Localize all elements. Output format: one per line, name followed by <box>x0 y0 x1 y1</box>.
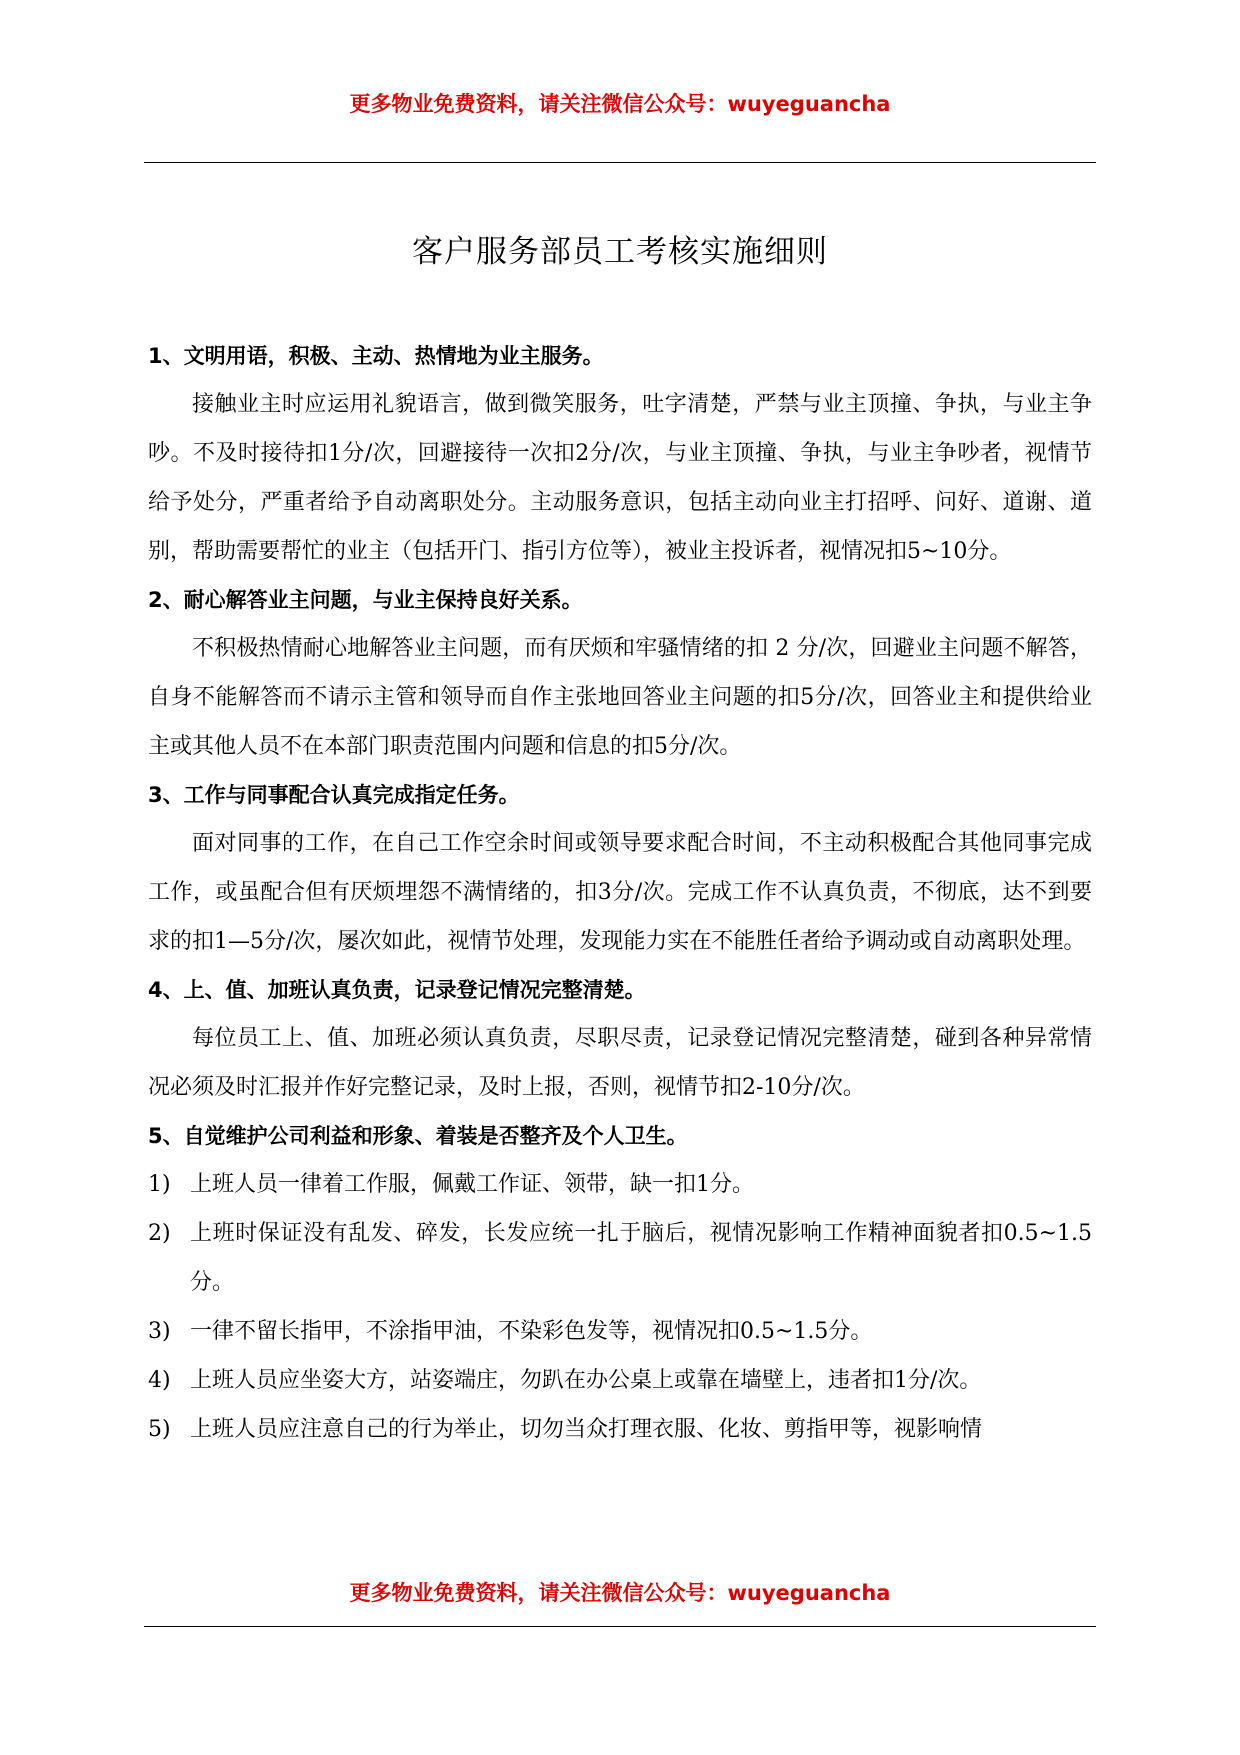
list-item-text: 上班人员应注意自己的行为举止，切勿当众打理衣服、化妆、剪指甲等，视影响情 <box>190 1417 983 1442</box>
section-5 <box>148 1112 1092 1454</box>
section-heading: 4、上、值、加班认真负责，记录登记情况完整清楚。 <box>148 978 646 1002</box>
list-item <box>148 1307 1092 1356</box>
list-item <box>148 1356 1092 1405</box>
footer-banner: 更多物业免费资料，请关注微信公众号：wuyeguancha <box>349 1581 891 1605</box>
list-item-number: 1) <box>148 1172 171 1197</box>
section-heading: 3、工作与同事配合认真完成指定任务。 <box>148 783 520 807</box>
list-item <box>148 1405 1092 1454</box>
list-item-text: 上班人员应坐姿大方，站姿端庄，勿趴在办公桌上或靠在墙壁上，违者扣1分/次。 <box>190 1368 982 1393</box>
list-item-number: 4) <box>148 1368 171 1393</box>
section-1 <box>148 332 1092 576</box>
header-banner: 更多物业免费资料，请关注微信公众号：wuyeguancha <box>349 92 891 116</box>
section-3 <box>148 771 1092 966</box>
page-title: 客户服务部员工考核实施细则 <box>412 234 828 270</box>
list-item-text: 一律不留长指甲，不涂指甲油，不染彩色发等，视情况扣0.5~1.5分。 <box>190 1319 873 1344</box>
document-body <box>148 332 1092 1454</box>
section-paragraph: 不积极热情耐心地解答业主问题，而有厌烦和牢骚情绪的扣 2 分/次，回避业主问题不解答，自身不能解答而不请示主管和领导而自作主张地回答业主问题的扣5分/次，回答业主和提供给业主或其他人员不在本部门职责范围内问题和信息的扣5分/次。 <box>148 636 1092 759</box>
list-item-number: 3) <box>148 1319 171 1344</box>
list-item-text: 上班时保证没有乱发、碎发，长发应统一扎于脑后，视情况影响工作精神面貌者扣0.5~1.5分。 <box>190 1221 1092 1295</box>
section-4 <box>148 966 1092 1112</box>
section-paragraph: 每位员工上、值、加班必须认真负责，尽职尽责，记录登记情况完整清楚，碰到各种异常情况必须及时汇报并作好完整记录，及时上报，否则，视情节扣2-10分/次。 <box>148 1026 1092 1100</box>
list-item <box>148 1160 1092 1209</box>
section-heading: 2、耐心解答业主问题，与业主保持良好关系。 <box>148 588 583 612</box>
header-divider <box>144 162 1096 163</box>
section-paragraph: 接触业主时应运用礼貌语言，做到微笑服务，吐字清楚，严禁与业主顶撞、争执，与业主争吵。不及时接待扣1分/次，回避接待一次扣2分/次，与业主顶撞、争执，与业主争吵者，视情节给予处分，严重者给予自动离职处分。主动服务意识，包括主动向业主打招呼、问好、道谢、道别，帮助需要帮忙的业主（包括开门、指引方位等），被业主投诉者，视情况扣5~10分。 <box>148 392 1092 564</box>
list-item-number: 5) <box>148 1417 171 1442</box>
footer-divider <box>144 1626 1096 1627</box>
section-paragraph: 面对同事的工作，在自己工作空余时间或领导要求配合时间，不主动积极配合其他同事完成工作，或虽配合但有厌烦埋怨不满情绪的，扣3分/次。完成工作不认真负责，不彻底，达不到要求的扣1—5分/次，屡次如此，视情节处理，发现能力实在不能胜任者给予调动或自动离职处理。 <box>148 831 1092 954</box>
section-heading: 5、自觉维护公司利益和形象、着装是否整齐及个人卫生。 <box>148 1124 688 1148</box>
section-2 <box>148 576 1092 771</box>
list-item-number: 2) <box>148 1221 171 1246</box>
section-heading: 1、文明用语，积极、主动、热情地为业主服务。 <box>148 344 604 368</box>
list-item <box>148 1209 1092 1307</box>
list-item-text: 上班人员一律着工作服，佩戴工作证、领带，缺一扣1分。 <box>190 1172 754 1197</box>
